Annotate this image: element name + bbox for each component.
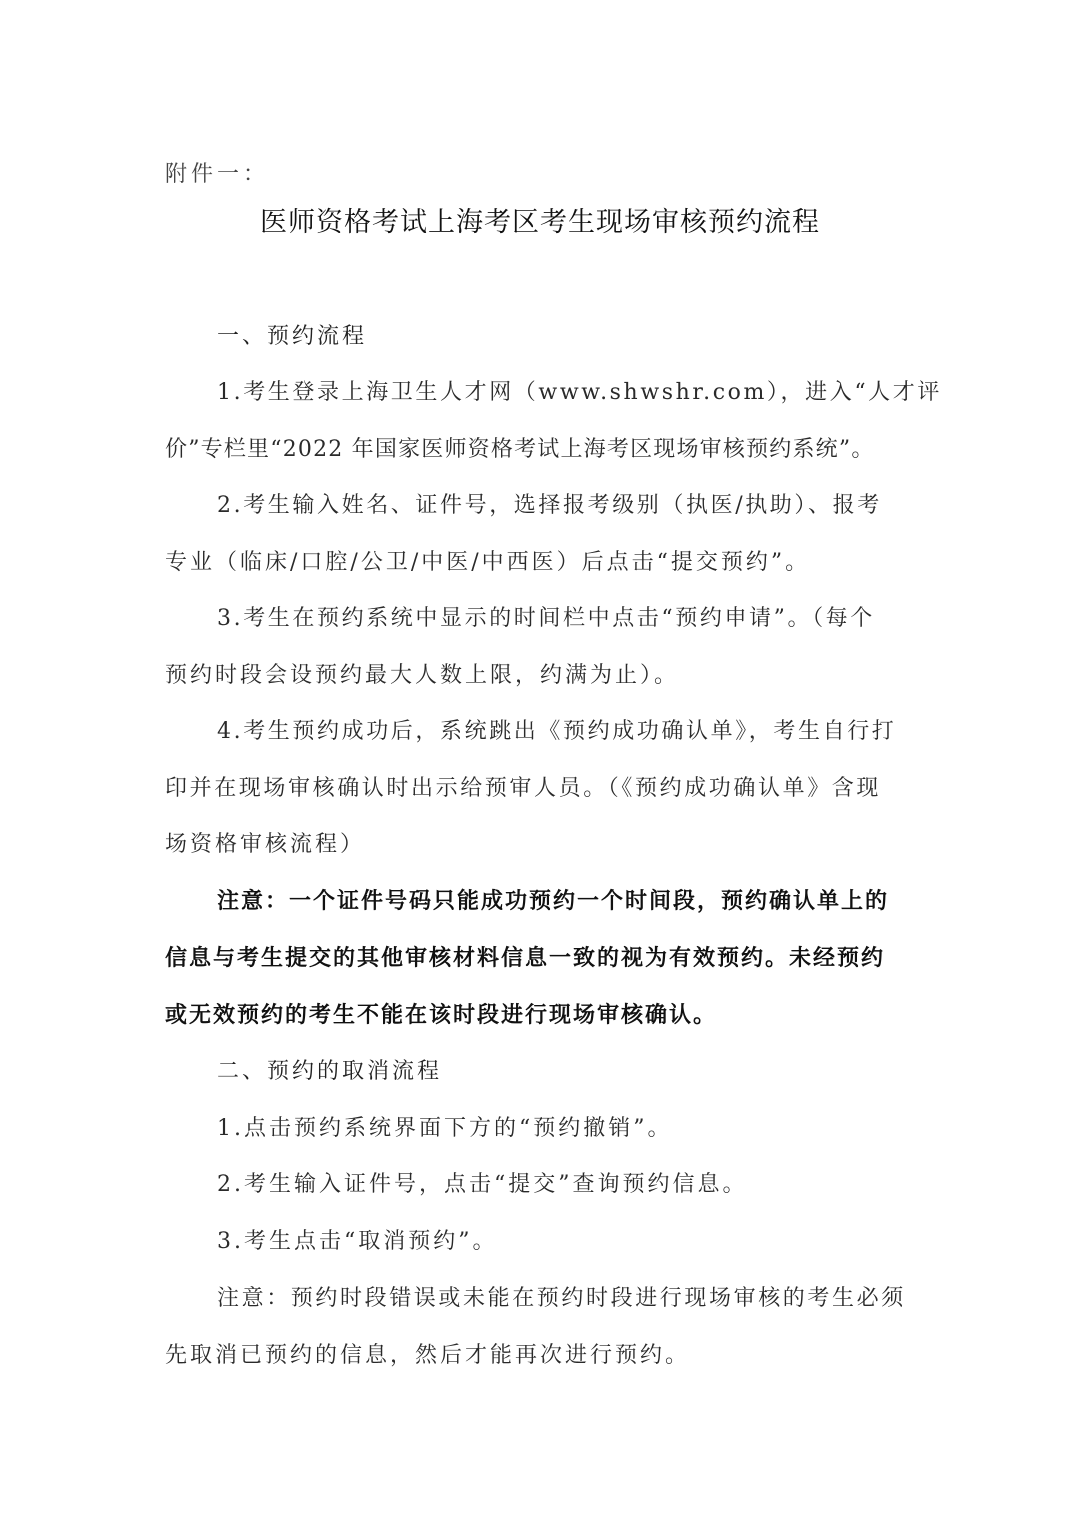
step-4-line-2: 印并在现场审核确认时出示给预审人员。（《预约成功确认单》含现 <box>165 776 882 801</box>
cancel-step-1: 1.点击预约系统界面下方的“预约撤销”。 <box>217 1116 673 1141</box>
step-1-line-2: 价”专栏里“2022 年国家医师资格考试上海考区现场审核预约系统”。 <box>165 437 875 462</box>
cancel-step-3: 3.考生点击“取消预约”。 <box>217 1229 498 1254</box>
step-4-line-1: 4.考生预约成功后，系统跳出《预约成功确认单》，考生自行打 <box>217 719 897 744</box>
note-1-line-3: 或无效预约的考生不能在该时段进行现场审核确认。 <box>165 1003 718 1028</box>
step-2-line-1: 2.考生输入姓名、证件号，选择报考级别（执医/执助）、报考 <box>217 493 882 518</box>
step-1-line-1: 1.考生登录上海卫生人才网（www.shwshr.com），进入“人才评 <box>217 380 942 405</box>
cancel-step-2: 2.考生输入证件号，点击“提交”查询预约信息。 <box>217 1172 748 1197</box>
note-1-line-1: 注意：一个证件号码只能成功预约一个时间段，预约确认单上的 <box>217 889 890 914</box>
step-3-line-2: 预约时段会设预约最大人数上限，约满为止）。 <box>165 663 680 688</box>
note-1-line-2: 信息与考生提交的其他审核材料信息一致的视为有效预约。未经预约 <box>165 946 886 971</box>
step-3-line-1: 3.考生在预约系统中显示的时间栏中点击“预约申请”。（每个 <box>217 606 875 631</box>
attachment-label: 附件一： <box>165 162 270 187</box>
step-4-line-3: 场资格审核流程） <box>165 832 366 857</box>
section-heading-cancel-process: 二、预约的取消流程 <box>217 1059 443 1084</box>
note-2-line-1: 注意：预约时段错误或未能在预约时段进行现场审核的考生必须 <box>217 1286 906 1311</box>
section-heading-booking-process: 一、预约流程 <box>217 324 368 349</box>
note-2-line-2: 先取消已预约的信息，然后才能再次进行预约。 <box>165 1343 691 1368</box>
step-2-line-2: 专业（临床/口腔/公卫/中医/中西医）后点击“提交预约”。 <box>165 550 811 575</box>
page-title: 医师资格考试上海考区考生现场审核预约流程 <box>260 207 820 238</box>
